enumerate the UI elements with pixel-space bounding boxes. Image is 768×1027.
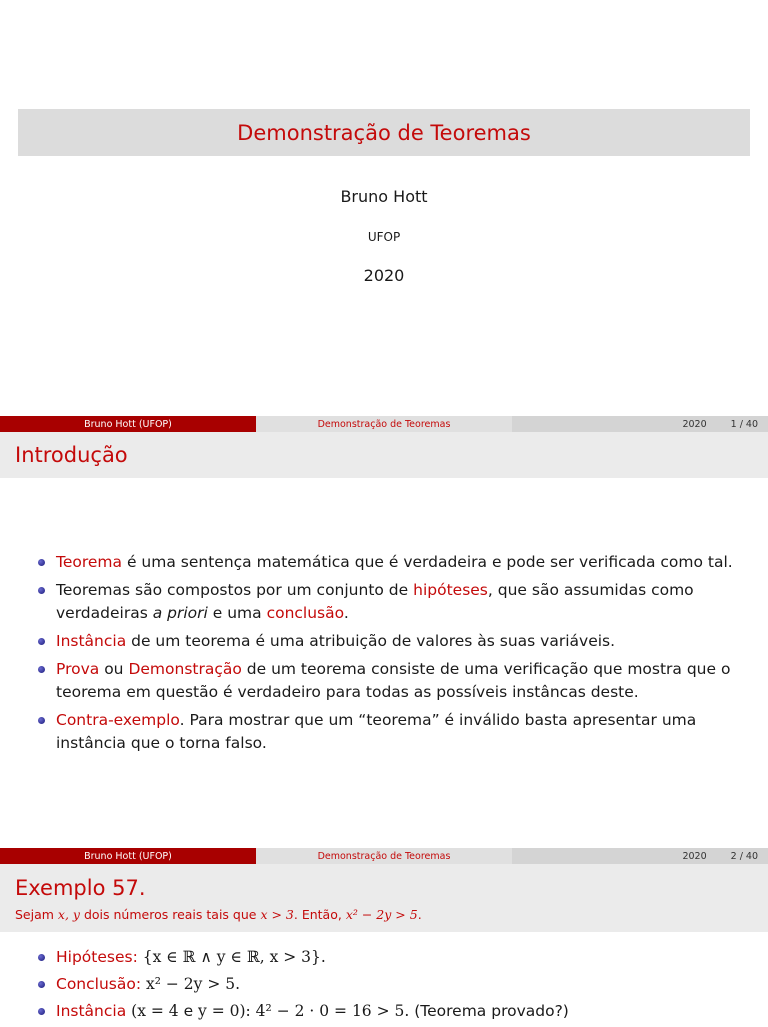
statement-math: x² − 2y > 5 xyxy=(345,907,418,922)
item-text: , que são assumidas como verdadeiras xyxy=(56,581,694,622)
footer-author: Bruno Hott (UFOP) xyxy=(0,848,256,864)
statement-text: dois números reais tais que xyxy=(79,907,261,922)
bullet-icon xyxy=(38,981,45,988)
term-instancia: Instância xyxy=(56,632,127,650)
frame-title-bar xyxy=(0,432,768,478)
footer-author: Bruno Hott (UFOP) xyxy=(0,416,256,432)
label-instancia: Instância xyxy=(56,1002,127,1020)
list-item xyxy=(0,946,768,969)
math-expression: x² − 2y > 5. xyxy=(146,975,241,993)
footer-title: Demonstração de Teoremas xyxy=(256,848,512,864)
frame-title: Introdução xyxy=(15,443,128,467)
footer-year: 2020 xyxy=(682,418,707,430)
math-expression: {x ∈ ℝ ∧ y ∈ ℝ, x > 3}. xyxy=(142,948,326,966)
statement-text: . xyxy=(417,907,422,922)
statement-text: Sejam xyxy=(15,907,58,922)
term-contra-exemplo: Contra-exemplo xyxy=(56,711,180,729)
footer-page-number: 2 / 40 xyxy=(730,850,758,862)
item-text: ou xyxy=(99,660,129,678)
list-item xyxy=(0,709,768,755)
example-block-header xyxy=(0,864,768,932)
list-item xyxy=(0,579,768,625)
list-item xyxy=(0,973,768,996)
term-conclusao: conclusão xyxy=(266,604,344,622)
label-conclusao: Conclusão: xyxy=(56,975,142,993)
title-box xyxy=(18,109,750,156)
bullet-icon xyxy=(38,638,45,645)
term-teorema: Teorema xyxy=(56,553,123,571)
author-name: Bruno Hott xyxy=(340,187,428,206)
term-hipoteses: hipóteses xyxy=(413,581,488,599)
item-text: de um teorema consiste de uma verificação que mostra que o teorema em questão é verdadeiro para todas as possíveis instâncas deste. xyxy=(56,660,731,701)
bullet-icon xyxy=(38,666,45,673)
item-text: Teoremas são compostos por um conjunto de xyxy=(56,581,414,599)
item-text: . xyxy=(343,604,349,622)
footer-year: 2020 xyxy=(682,850,707,862)
list-item xyxy=(0,630,768,653)
item-text: (Teorema provado?) xyxy=(409,1002,569,1020)
list-item xyxy=(0,551,768,574)
footer-info xyxy=(512,416,768,432)
bullet-icon xyxy=(38,559,45,566)
list-item xyxy=(0,1000,768,1023)
term-demonstracao: Demonstração xyxy=(128,660,242,678)
statement-text: . Então, xyxy=(293,907,346,922)
footer-title: Demonstração de Teoremas xyxy=(256,416,512,432)
item-text: é uma sentença matemática que é verdadeira e pode ser verificada como tal. xyxy=(122,553,733,571)
term-prova: Prova xyxy=(56,660,100,678)
math-expression: y = 0): 4² − 2 · 0 = 16 > 5. xyxy=(198,1002,410,1020)
presentation-date: 2020 xyxy=(363,266,405,285)
example-statement xyxy=(15,907,422,922)
example-title: Exemplo 57. xyxy=(15,876,146,900)
footer-bar-1 xyxy=(0,416,768,432)
item-text: e uma xyxy=(207,604,267,622)
item-text: . Para mostrar que um “teorema” é inválido basta apresentar uma instância que o torna falso. xyxy=(56,711,697,752)
statement-math: x, y xyxy=(57,907,80,922)
bullet-icon xyxy=(38,1008,45,1015)
presentation-title: Demonstração de Teoremas xyxy=(237,120,531,145)
footer-bar-2 xyxy=(0,848,768,864)
example-bullet-list xyxy=(0,946,768,1027)
bullet-icon xyxy=(38,954,45,961)
bullet-icon xyxy=(38,587,45,594)
bullet-icon xyxy=(38,717,45,724)
math-expression: (x = 4 xyxy=(131,1002,179,1020)
list-item xyxy=(0,658,768,704)
statement-math: x > 3 xyxy=(260,907,294,922)
footer-info xyxy=(512,848,768,864)
label-hipoteses: Hipóteses: xyxy=(56,948,138,966)
intro-bullet-list xyxy=(0,551,768,760)
item-text: de um teorema é uma atribuição de valores às suas variáveis. xyxy=(126,632,616,650)
item-text: e xyxy=(178,1002,199,1020)
term-a-priori: a priori xyxy=(152,604,208,622)
footer-page-number: 1 / 40 xyxy=(730,418,758,430)
institution: UFOP xyxy=(367,230,401,244)
